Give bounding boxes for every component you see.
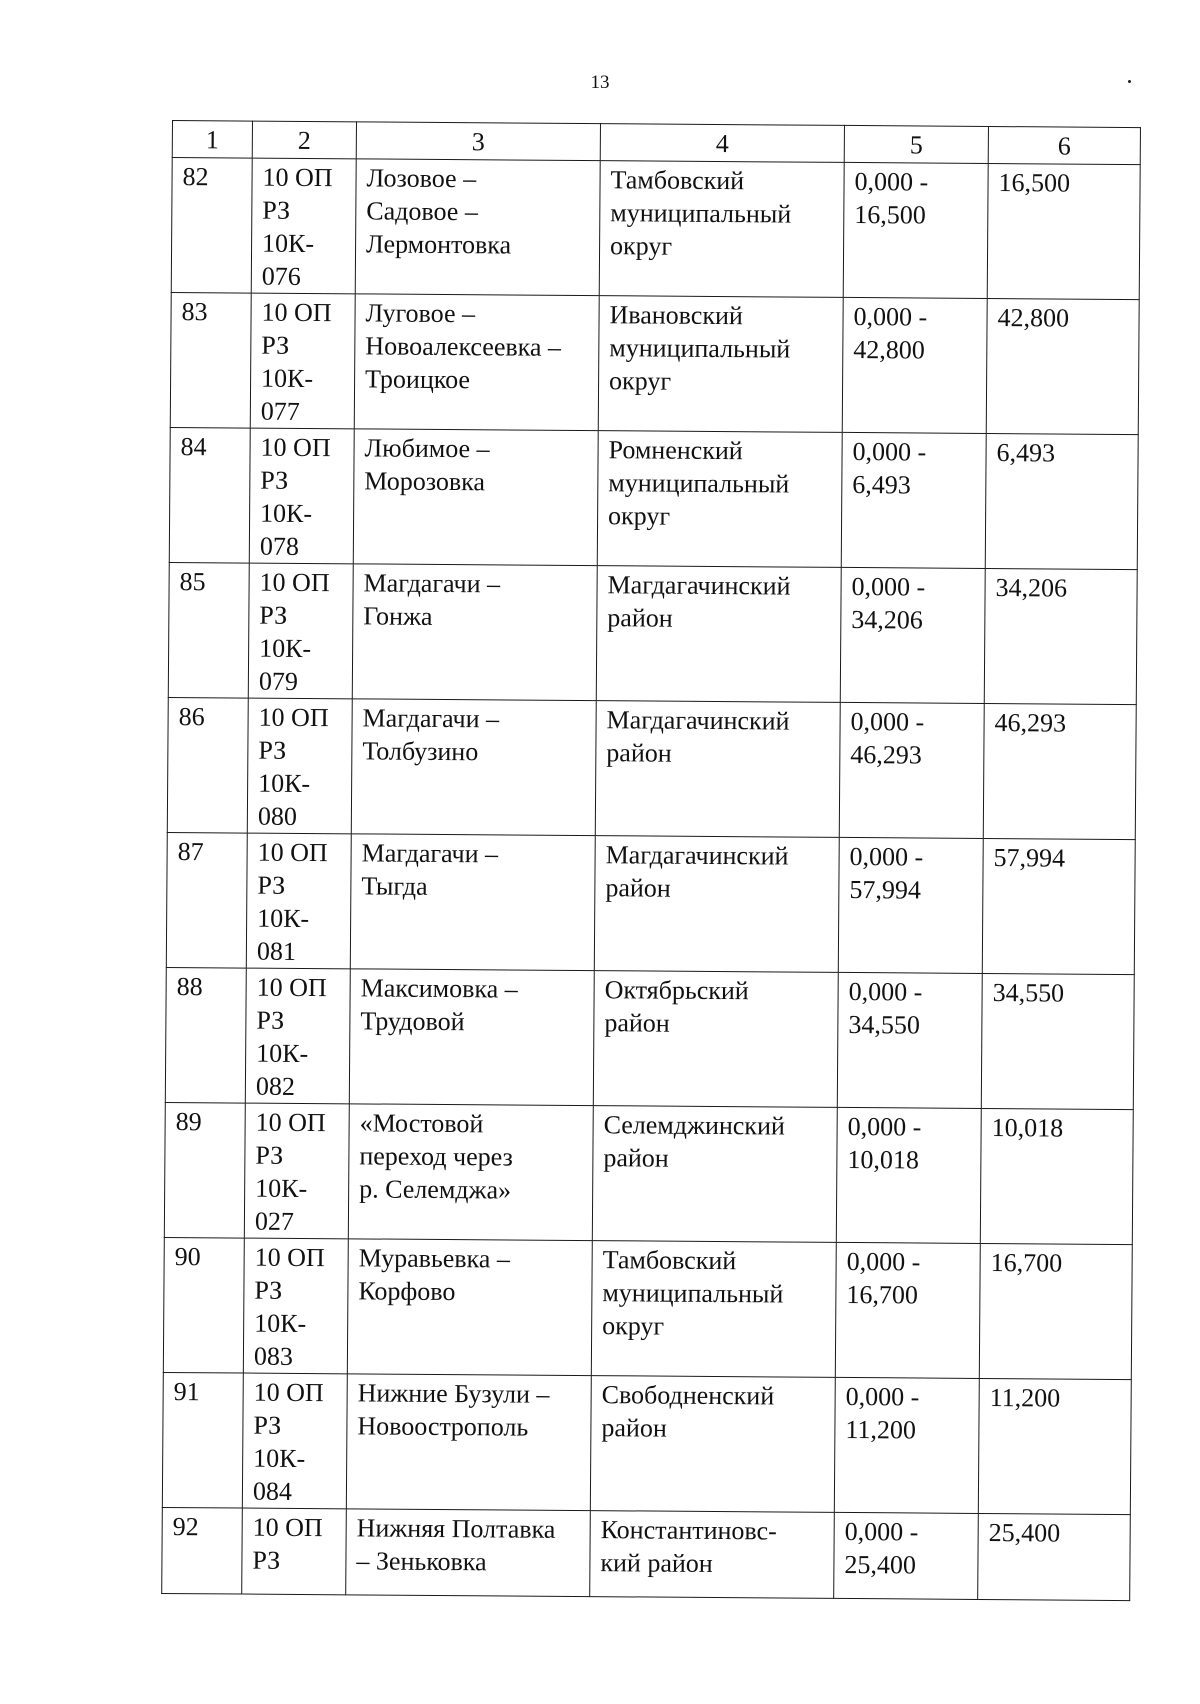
road-length: 16,700 xyxy=(979,1243,1132,1379)
km-range-line: 0,000 - xyxy=(848,976,923,1007)
road-length: 46,293 xyxy=(983,703,1136,839)
road-name-line: Максимовка – xyxy=(360,973,518,1004)
km-range-line: 34,206 xyxy=(851,604,923,635)
road-name-line: «Мостовой xyxy=(359,1108,484,1139)
road-name-line: Толбузино xyxy=(362,736,479,767)
road-name xyxy=(350,834,595,971)
road-code xyxy=(248,563,353,699)
road-length: 11,200 xyxy=(978,1378,1131,1514)
road-code-line: 10 ОП xyxy=(253,1377,324,1408)
row-number: 87 xyxy=(166,832,247,968)
road-code-line: РЗ xyxy=(257,870,286,900)
road-code xyxy=(251,158,356,294)
district-name-line: Тамбовский xyxy=(610,165,745,196)
road-name-line: Магдагачи – xyxy=(363,568,501,599)
district-name xyxy=(590,1376,835,1513)
district-name-line: район xyxy=(601,1413,667,1443)
row-number: 89 xyxy=(164,1102,245,1238)
km-range-line: 0,000 - xyxy=(852,436,927,467)
table-row xyxy=(170,292,1139,434)
road-code-line: 077 xyxy=(260,396,300,426)
road-code-line: РЗ xyxy=(258,735,287,765)
road-code-line: РЗ xyxy=(261,330,290,360)
district-name xyxy=(593,971,838,1108)
road-name-line: Новоалексеевка – xyxy=(365,331,562,362)
table-row xyxy=(169,427,1138,569)
road-code-line: 10 ОП xyxy=(262,162,333,193)
row-number: 88 xyxy=(165,967,246,1103)
road-code-line: 082 xyxy=(255,1071,296,1101)
district-name-line: муниципальный xyxy=(609,333,791,364)
header-col-4: 4 xyxy=(600,124,844,163)
road-name xyxy=(346,1374,591,1511)
road-code-line: 10К- xyxy=(256,1038,309,1069)
road-code-line: 10К- xyxy=(261,228,315,259)
table-row xyxy=(164,1102,1133,1244)
road-code-line: 10 ОП xyxy=(252,1512,323,1543)
district-name xyxy=(597,431,842,568)
km-range-line: 0,000 - xyxy=(851,571,926,602)
road-code-line: 080 xyxy=(257,801,298,831)
road-code-line: 10 ОП xyxy=(258,702,329,733)
header-col-6: 6 xyxy=(988,126,1140,164)
km-range-line: 0,000 - xyxy=(853,302,928,332)
table-row xyxy=(165,967,1134,1109)
district-name xyxy=(595,701,840,838)
km-range-line: 10,018 xyxy=(847,1144,920,1175)
km-range xyxy=(835,1242,980,1378)
district-name-line: Константиновс- xyxy=(600,1515,777,1546)
km-range-line: 34,550 xyxy=(848,1009,920,1040)
table-row xyxy=(166,832,1135,974)
road-code-line: РЗ xyxy=(252,1545,281,1575)
km-range-line: 16,700 xyxy=(846,1279,919,1310)
road-name-line: Луговое – xyxy=(365,298,476,329)
district-name xyxy=(592,1106,837,1243)
road-code-line: РЗ xyxy=(260,465,289,495)
district-name-line: Селемджинский xyxy=(603,1110,785,1141)
road-code-line: РЗ xyxy=(262,195,291,225)
km-range-line: 0,000 - xyxy=(844,1516,919,1547)
district-name-line: Магдагачинский xyxy=(605,840,789,871)
district-name-line: муниципальный xyxy=(608,468,790,499)
km-range xyxy=(841,432,986,568)
road-name-line: Магдагачи – xyxy=(362,703,500,734)
district-name-line: Магдагачинский xyxy=(606,705,790,736)
road-code-line: РЗ xyxy=(254,1275,283,1305)
road-code-line: 10 ОП xyxy=(255,1107,326,1138)
district-name-line: Тамбовский xyxy=(602,1245,737,1276)
road-code-line: 10К- xyxy=(257,903,310,934)
road-code-line: 10 ОП xyxy=(261,297,332,328)
road-code xyxy=(246,833,351,969)
road-length: 34,550 xyxy=(981,973,1134,1109)
km-range xyxy=(840,567,985,703)
road-code-line: РЗ xyxy=(255,1140,284,1170)
km-range xyxy=(837,972,982,1108)
row-number: 82 xyxy=(171,158,252,294)
road-name xyxy=(354,294,599,431)
row-number: 83 xyxy=(170,292,251,428)
road-code-line: РЗ xyxy=(259,600,288,630)
row-number: 91 xyxy=(162,1372,243,1508)
district-name xyxy=(596,566,841,703)
km-range xyxy=(842,297,987,433)
road-name-line: Новоостpoполь xyxy=(357,1411,529,1442)
district-name-line: округ xyxy=(609,231,673,261)
km-range-line: 0,000 - xyxy=(854,167,929,197)
district-name-line: округ xyxy=(608,366,672,396)
road-code-line: 10К- xyxy=(254,1308,307,1339)
road-code-line: 10 ОП xyxy=(260,432,331,463)
district-name-line: район xyxy=(603,1143,669,1173)
road-length: 57,994 xyxy=(982,838,1135,974)
road-code-line: 083 xyxy=(253,1341,294,1371)
km-range xyxy=(843,162,988,298)
road-code xyxy=(242,1508,347,1595)
road-code-line: РЗ xyxy=(256,1005,285,1035)
district-name xyxy=(599,161,844,298)
road-name-line: Морозовка xyxy=(364,466,486,497)
road-name-line: Троицкое xyxy=(365,364,471,395)
road-code-line: 10К- xyxy=(259,633,312,664)
district-name-line: район xyxy=(605,873,671,903)
district-name-line: Ивановский xyxy=(609,300,743,331)
table-row xyxy=(168,562,1137,704)
km-range-line: 11,200 xyxy=(845,1414,917,1445)
table-row xyxy=(163,1237,1132,1379)
road-length: 16,500 xyxy=(987,163,1140,299)
road-code-line: 078 xyxy=(259,531,299,561)
scan-speck xyxy=(1128,80,1131,83)
header-col-1: 1 xyxy=(172,121,252,159)
table-row xyxy=(162,1372,1131,1514)
road-name-line: Корфово xyxy=(358,1276,456,1307)
road-code-line: 084 xyxy=(252,1476,293,1506)
road-code xyxy=(244,1103,349,1239)
road-code-line: РЗ xyxy=(253,1410,282,1440)
district-name xyxy=(591,1241,836,1378)
km-range xyxy=(839,702,984,838)
district-name-line: район xyxy=(604,1008,670,1038)
road-length: 34,206 xyxy=(984,568,1137,704)
district-name-line: муниципальный xyxy=(602,1278,784,1309)
road-name-line: Нижняя Полтавка xyxy=(356,1513,556,1544)
road-name xyxy=(353,429,598,566)
road-name xyxy=(348,1104,593,1241)
km-range xyxy=(836,1107,981,1243)
road-name-line: р. Селемджа» xyxy=(359,1174,512,1205)
table-body xyxy=(162,158,1141,1601)
district-name-line: Магдагачинский xyxy=(607,570,791,601)
road-length: 6,493 xyxy=(985,433,1138,569)
row-number: 90 xyxy=(163,1237,244,1373)
road-name xyxy=(351,699,596,836)
road-name-line: Садовое – xyxy=(366,196,479,227)
km-range-line: 0,000 - xyxy=(849,841,924,872)
road-name xyxy=(347,1239,592,1376)
road-name xyxy=(352,564,597,701)
district-name xyxy=(594,836,839,973)
road-name-line: Магдагачи – xyxy=(361,838,499,869)
table-row xyxy=(167,697,1136,839)
road-code-line: 10 ОП xyxy=(256,972,327,1003)
roads-table xyxy=(161,120,1141,1601)
road-name-line: Нижние Бузули – xyxy=(357,1378,550,1409)
district-name-line: округ xyxy=(608,501,671,531)
page-number: 13 xyxy=(590,72,610,93)
road-code xyxy=(245,968,350,1104)
row-number: 85 xyxy=(168,562,249,698)
km-range-line: 46,293 xyxy=(850,739,922,770)
km-range-line: 16,500 xyxy=(854,200,926,230)
road-code-line: 10К- xyxy=(260,498,313,529)
km-range xyxy=(834,1377,979,1513)
km-range-line: 57,994 xyxy=(849,874,921,905)
road-length: 25,400 xyxy=(978,1513,1131,1600)
road-name-line: переход через xyxy=(359,1141,513,1172)
district-name-line: Октябрьский xyxy=(604,975,749,1006)
km-range-line: 0,000 - xyxy=(846,1246,921,1277)
district-name xyxy=(590,1511,835,1599)
road-code xyxy=(243,1238,348,1374)
road-name-line: Трудовой xyxy=(360,1006,465,1037)
road-name-line: Тыгда xyxy=(361,871,428,901)
road-code xyxy=(249,428,354,564)
header-col-3: 3 xyxy=(356,122,600,161)
km-range-line: 0,000 - xyxy=(845,1381,920,1412)
district-name xyxy=(598,296,843,433)
road-name xyxy=(355,159,600,296)
road-code-line: 027 xyxy=(254,1206,295,1236)
road-name xyxy=(346,1509,591,1597)
district-name-line: район xyxy=(607,603,673,633)
road-code-line: 10К- xyxy=(253,1443,306,1474)
district-name-line: Ромненский xyxy=(608,435,743,466)
district-name-line: округ xyxy=(602,1311,665,1341)
road-code xyxy=(242,1373,347,1509)
road-name-line: – Зеньковка xyxy=(356,1546,487,1577)
road-code-line: 10К- xyxy=(258,768,311,799)
road-code-line: 10 ОП xyxy=(254,1242,325,1273)
road-length: 10,018 xyxy=(980,1108,1133,1244)
road-code-line: 10 ОП xyxy=(257,837,328,868)
header-col-5: 5 xyxy=(844,125,988,163)
row-number: 86 xyxy=(167,697,248,833)
km-range-line: 6,493 xyxy=(852,469,911,500)
row-number: 92 xyxy=(162,1507,243,1594)
district-name-line: кий район xyxy=(600,1548,713,1579)
road-code-line: 10К- xyxy=(261,363,314,394)
road-code xyxy=(247,698,352,834)
road-name-line: Любимое – xyxy=(364,433,490,464)
road-code-line: 10К- xyxy=(255,1173,308,1204)
road-code-line: 076 xyxy=(261,261,301,291)
road-code-line: 081 xyxy=(256,936,297,966)
road-code-line: 10 ОП xyxy=(259,567,330,598)
road-name-line: Лермонтовка xyxy=(365,229,512,260)
road-name-line: Гонжа xyxy=(363,601,433,631)
km-range-line: 0,000 - xyxy=(847,1111,922,1142)
road-code-line: 079 xyxy=(258,666,298,696)
row-number: 84 xyxy=(169,427,250,563)
km-range xyxy=(834,1512,979,1599)
road-code xyxy=(250,293,355,429)
table-row xyxy=(171,158,1140,300)
road-name xyxy=(349,969,594,1106)
km-range-line: 42,800 xyxy=(853,335,925,365)
km-range xyxy=(838,837,983,973)
road-name-line: Муравьевка – xyxy=(358,1243,511,1274)
km-range-line: 25,400 xyxy=(844,1549,917,1580)
district-name-line: Свободненский xyxy=(601,1380,775,1411)
km-range-line: 0,000 - xyxy=(850,706,925,737)
road-length: 42,800 xyxy=(986,298,1139,434)
district-name-line: муниципальный xyxy=(610,198,792,229)
district-name-line: район xyxy=(606,738,672,768)
header-col-2: 2 xyxy=(252,121,356,159)
table-row xyxy=(162,1507,1131,1600)
road-name-line: Лозовое – xyxy=(366,163,477,194)
